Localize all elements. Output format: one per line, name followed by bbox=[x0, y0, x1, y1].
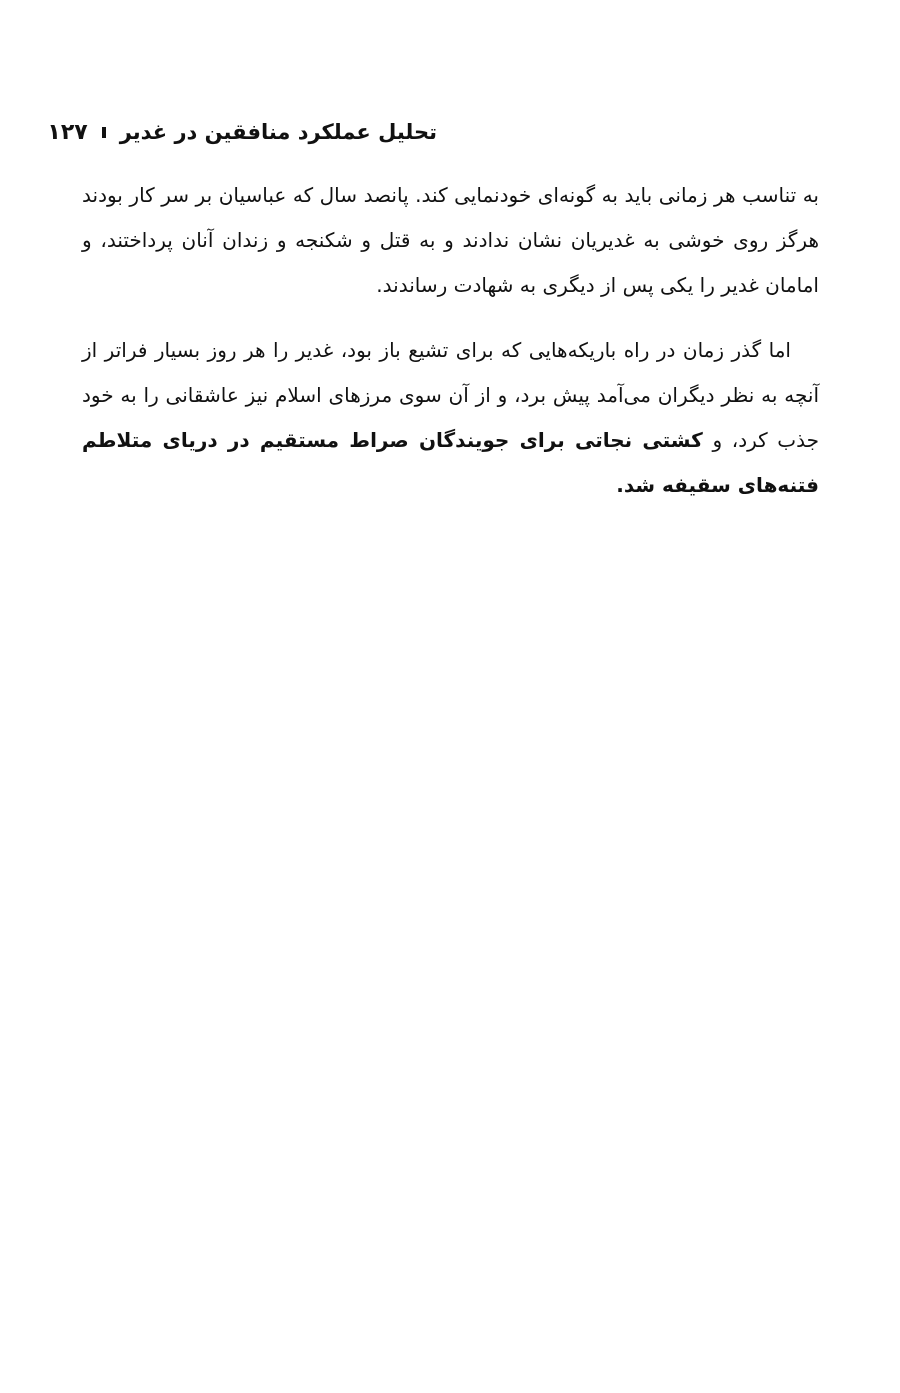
body-text bbox=[82, 173, 819, 508]
paragraph-1: به تناسب هر زمانی باید به گونه‌ای خودنمایی کند. پانصد سال که عباسیان بر سر کار بودند هرگز روی خوشی به غدیریان نشان ندادند و به قتل و شکنجه و زندان آنان پرداختند، و امامان غدیر را یکی پس از دیگری به شهادت رساندند. bbox=[82, 183, 819, 297]
running-header-title: تحلیل عملکرد منافقین در غدیر bbox=[119, 120, 437, 144]
page-number: ۱۲۷ bbox=[47, 119, 88, 145]
running-header bbox=[47, 112, 437, 152]
paragraph-2-bold-text: کشتی نجاتی برای جویندگان صراط مستقیم در دریای متلاطم فتنه‌های سقیفه شد. bbox=[82, 428, 819, 497]
square-separator-icon bbox=[102, 127, 106, 138]
paragraph-2-regular-text: اما گذر زمان در راه باریکه‌هایی که برای تشیع باز بود، غدیر را هر روز بسیار فراتر از آنچه به نظر دیگران می‌آمد پیش برد، و از آن سوی مرزهای اسلام نیز عاشقانی را به خود جذب کرد، و bbox=[82, 338, 819, 452]
paragraph-2 bbox=[82, 328, 819, 508]
